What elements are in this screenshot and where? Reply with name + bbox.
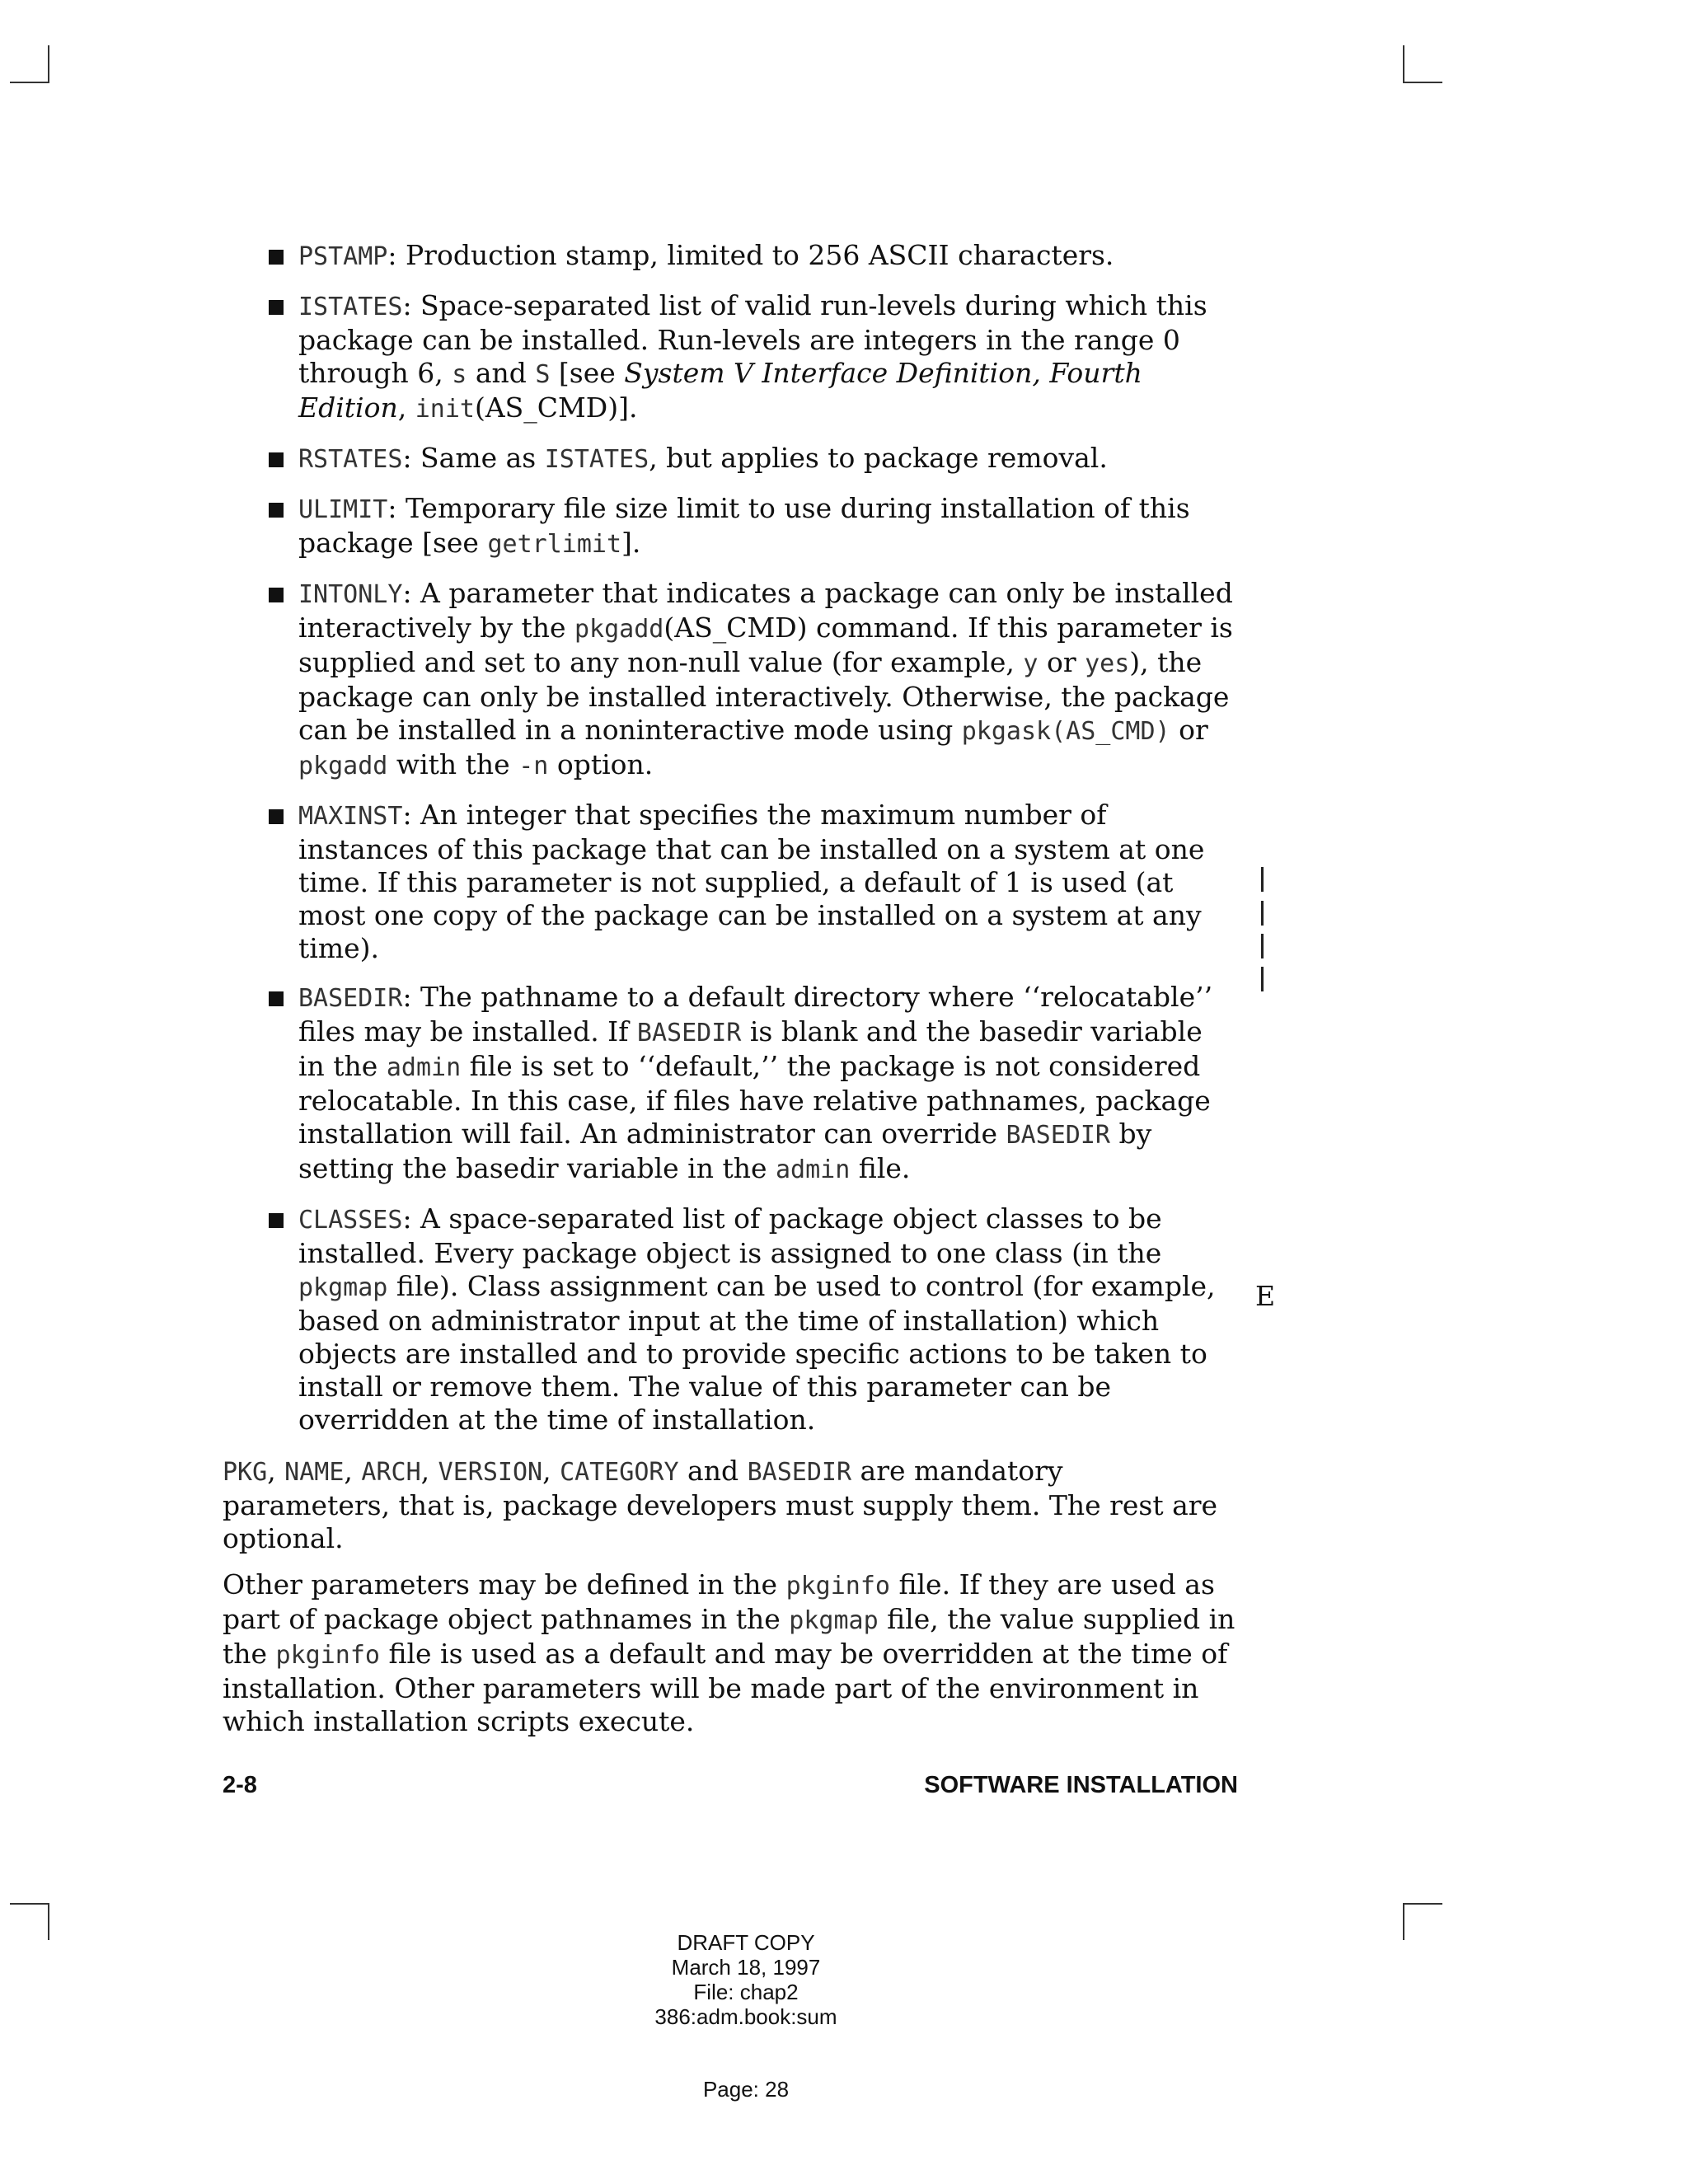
text-run: file, the value supplied in the xyxy=(223,1603,1236,1670)
code-term: yes xyxy=(1085,649,1130,678)
text-run: : The pathname to a default directory where ‘‘relocatable’’ files may be installed. If xyxy=(298,981,1213,1047)
code-term: S xyxy=(535,360,551,389)
text-run: ]. xyxy=(621,527,641,559)
code-term: pkgmap xyxy=(789,1606,879,1635)
text-run: with the xyxy=(387,748,519,780)
code-term: ARCH xyxy=(361,1458,421,1487)
crop-mark-top-right-v xyxy=(1403,45,1404,82)
code-term: init xyxy=(415,395,475,424)
page-number: Page: 28 xyxy=(702,2077,790,2102)
parameter-name: RSTATES xyxy=(298,445,403,474)
draft-stamp xyxy=(0,1930,1492,2029)
bullet-square-icon xyxy=(269,452,284,467)
bullet-square-icon xyxy=(269,250,284,265)
code-term: getrlimit xyxy=(487,530,622,559)
parameter-name: ISTATES xyxy=(298,293,403,321)
text-run: : A space-separated list of package object classes to be installed. Every package object is assigned to one class (in the xyxy=(298,1202,1162,1269)
text-run: and xyxy=(467,357,536,389)
list-item xyxy=(223,981,1236,1187)
list-item xyxy=(223,442,1236,476)
code-term: NAME xyxy=(284,1458,345,1487)
code-term: y xyxy=(1023,649,1039,678)
crop-mark-bottom-right-h xyxy=(1403,1903,1442,1905)
list-item xyxy=(223,1202,1236,1436)
parameter-name: MAXINST xyxy=(298,802,403,831)
bullet-square-icon xyxy=(269,300,284,315)
parameter-name: INTONLY xyxy=(298,580,403,609)
parameter-name: PSTAMP xyxy=(298,242,388,271)
code-term: VERSION xyxy=(438,1458,543,1487)
text-run: and xyxy=(678,1455,748,1487)
draft-date: March 18, 1997 xyxy=(671,1955,821,1980)
crop-mark-bottom-left-h xyxy=(10,1903,49,1905)
code-term: admin xyxy=(776,1155,851,1184)
bullet-square-icon xyxy=(269,991,284,1006)
bullet-square-icon xyxy=(269,1213,284,1228)
crop-mark-top-left-h xyxy=(10,82,49,83)
code-term: BASEDIR xyxy=(1006,1121,1110,1150)
code-term: pkgadd xyxy=(298,752,388,780)
bullet-square-icon xyxy=(269,809,284,824)
text-run: file. If they are used as part of package object pathnames in the xyxy=(223,1568,1215,1635)
text-run: : Temporary file size limit to use during installation of this package [see xyxy=(298,492,1190,559)
list-item xyxy=(223,289,1236,426)
text-run: file is used as a default and may be overridden at the time of installation. Other parameters will be made part of the environment in which installation scripts execute. xyxy=(223,1638,1228,1737)
crop-mark-top-right-h xyxy=(1403,82,1442,83)
text-run: : Production stamp, limited to 256 ASCII characters. xyxy=(387,239,1114,271)
text-run: option. xyxy=(548,748,654,780)
code-term: pkginfo xyxy=(275,1641,380,1670)
code-term: pkgask(AS_CMD) xyxy=(961,717,1170,746)
text-run: , xyxy=(267,1455,285,1487)
code-term: BASEDIR xyxy=(747,1458,852,1487)
code-term: PKG xyxy=(223,1458,268,1487)
code-term: pkgmap xyxy=(298,1273,388,1302)
parameter-list xyxy=(223,239,1236,1436)
list-item xyxy=(223,239,1236,274)
text-run: by setting the basedir variable in the xyxy=(298,1118,1152,1184)
mandatory-params-paragraph xyxy=(223,1455,1236,1555)
text-run: : Same as xyxy=(402,442,545,474)
text-run: file). Class assignment can be used to control (for example, based on administrator input at the time of installation) which objects are installed and to provide specific actions to be taken to install or remove them. The value of this parameter can be overridden at the time of installation. xyxy=(298,1270,1216,1436)
parameter-name: ULIMIT xyxy=(298,495,388,524)
list-item xyxy=(223,799,1236,965)
parameter-name: BASEDIR xyxy=(298,984,403,1013)
code-term: pkginfo xyxy=(785,1572,890,1601)
code-term: s xyxy=(452,360,467,389)
margin-mark: E xyxy=(1255,1280,1276,1312)
text-run: , xyxy=(344,1455,362,1487)
code-term: ISTATES xyxy=(544,445,649,474)
text-run: is blank and the basedir variable in the xyxy=(298,1015,1203,1082)
text-run: , xyxy=(420,1455,438,1487)
code-term: admin xyxy=(386,1053,462,1082)
text-run: [see xyxy=(550,357,625,389)
text-run: ), the package can only be installed interactively. Otherwise, the package can be installed in a noninteractive mode using xyxy=(298,646,1230,746)
text-run: Other parameters may be defined in the xyxy=(223,1568,786,1601)
bullet-square-icon xyxy=(269,503,284,518)
code-term: -n xyxy=(518,752,549,780)
bullet-square-icon xyxy=(269,588,284,602)
code-term: BASEDIR xyxy=(636,1019,742,1047)
list-item xyxy=(223,577,1236,783)
book-title: System V Interface Definition, Fourth Edition xyxy=(298,357,1142,424)
text-run: or xyxy=(1038,646,1085,678)
footer-section-title: SOFTWARE INSTALLATION xyxy=(924,1772,1238,1798)
draft-file: File: chap2 xyxy=(693,1980,799,2004)
other-params-paragraph xyxy=(223,1568,1236,1738)
list-item xyxy=(223,492,1236,561)
text-run: , xyxy=(542,1455,560,1487)
change-bar xyxy=(1261,901,1264,926)
crop-mark-top-left-v xyxy=(48,45,49,82)
parameter-name: CLASSES xyxy=(298,1206,403,1235)
text-run: : Space-separated list of valid run-levels during which this package can be installed. Run-levels are integers in the range 0 through 6, xyxy=(298,289,1207,389)
text-run: : An integer that specifies the maximum number of instances of this package that can be installed on a system at one time. If this parameter is not supplied, a default of 1 is used (at most one copy of the package can be installed on a system at any time). xyxy=(298,799,1205,964)
code-term: pkgadd xyxy=(574,615,664,644)
page-body xyxy=(223,239,1236,1751)
text-run: (AS_CMD)]. xyxy=(474,391,638,424)
text-run: : A parameter that indicates a package can only be installed interactively by the xyxy=(298,577,1233,644)
change-bar xyxy=(1261,967,1264,991)
change-bar xyxy=(1261,867,1264,892)
text-run: (AS_CMD) command. If this parameter is supplied and set to any non-null value (for example, xyxy=(298,612,1233,678)
change-bar xyxy=(1261,934,1264,958)
text-run: or xyxy=(1170,714,1208,746)
text-run: file is set to ‘‘default,’’ the package is not considered relocatable. In this case, if files have relative pathnames, package installation will fail. An administrator can override xyxy=(298,1050,1211,1150)
text-run: , xyxy=(397,391,415,424)
draft-book: 386:adm.book:sum xyxy=(654,2004,837,2029)
code-term: CATEGORY xyxy=(560,1458,679,1487)
draft-line: DRAFT COPY xyxy=(677,1930,815,1955)
text-run: , but applies to package removal. xyxy=(649,442,1108,474)
text-run: file. xyxy=(850,1152,911,1184)
footer-page-ref: 2-8 xyxy=(223,1772,257,1798)
text-run: are mandatory parameters, that is, package developers must supply them. The rest are optional. xyxy=(223,1455,1218,1554)
